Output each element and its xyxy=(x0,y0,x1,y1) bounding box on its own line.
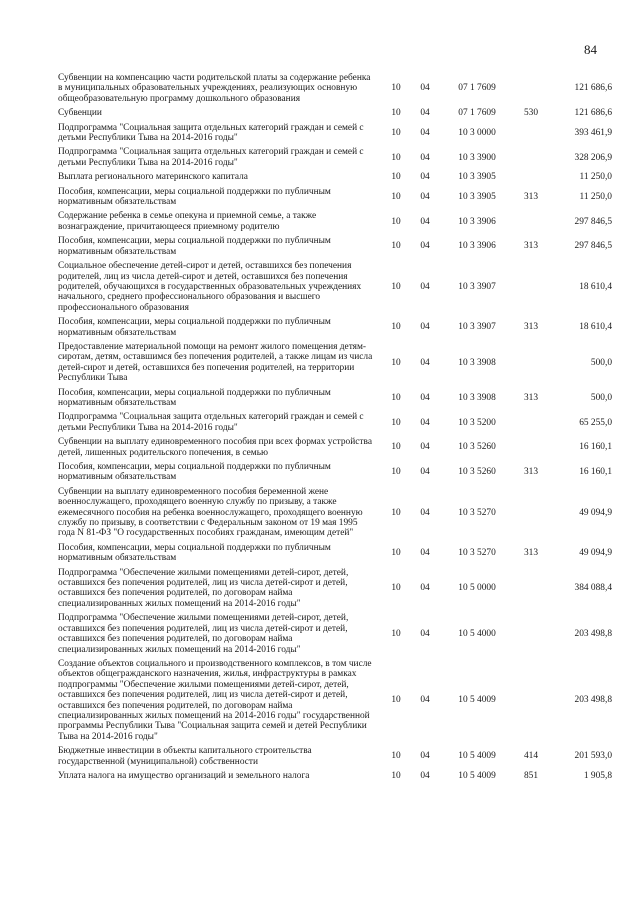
table-row xyxy=(58,340,612,386)
row-name: Подпрограмма "Социальная защита отдельных категорий граждан и семей с детьми Республики Тыва на 2014-2016 годы" xyxy=(58,147,364,168)
row-name: Предоставление материальной помощи на ремонт жилого помещения детям-сиротам, детям, оставшимся без попечения родителей, а также лицам из числа детей-сирот и детей, оставшихся без попечения родителей, на территории Республики Тыва xyxy=(58,341,373,384)
row-section: 10 xyxy=(391,628,401,639)
table-row xyxy=(58,315,612,340)
row-name: Выплата регионального материнского капитала xyxy=(58,172,248,183)
table-row xyxy=(58,106,612,120)
row-section: 10 xyxy=(391,281,401,292)
row-expense-type xyxy=(514,259,548,315)
row-subsection: 04 xyxy=(420,83,430,94)
row-section: 10 xyxy=(391,241,401,252)
row-target-code: 10 3 5260 xyxy=(458,467,496,478)
row-subsection: 04 xyxy=(420,695,430,706)
row-section: 10 xyxy=(391,172,401,183)
row-subsection: 04 xyxy=(420,467,430,478)
row-section: 10 xyxy=(391,357,401,368)
row-section: 10 xyxy=(391,751,401,762)
page-number: 84 xyxy=(584,42,597,57)
row-expense-type xyxy=(514,340,548,386)
row-name: Уплата налога на имущество организаций и земельного налога xyxy=(58,770,310,781)
row-amount: 201 593,0 xyxy=(574,751,612,762)
row-target-code: 10 3 3907 xyxy=(458,322,496,333)
row-name: Создание объектов социального и производственного комплексов, в том числе объектов общегражданского назначения, жилья, инфраструктуры в рамках подпрограммы "Обеспечение жилыми помещениями детей-сирот, детей, оставшихся без попечения родителей, лиц из числа детей-сирот и детей, оставшихся без попечения родителей, по договорам найма специализированных жилых помещений на 2014-2016 годы" государственной программы Республики Тыва "Социальная защита семей и детей Республики Тыва на 2014-2016 годы" xyxy=(58,658,372,742)
row-section: 10 xyxy=(391,770,401,781)
row-name: Подпрограмма "Социальная защита отдельных категорий граждан и семей с детьми Республики Тыва на 2014-2016 годы" xyxy=(58,122,364,144)
table-row xyxy=(58,657,612,744)
row-name: Содержание ребенка в семье опекуна и приемной семье, а также вознаграждение, причитающееся приемному родителю xyxy=(58,211,317,232)
row-amount: 65 255,0 xyxy=(579,417,612,428)
row-subsection: 04 xyxy=(420,191,430,202)
row-expense-type: 313 xyxy=(523,467,539,478)
row-section: 10 xyxy=(391,417,401,428)
row-section: 10 xyxy=(391,583,401,594)
row-name: Субвенции на выплату единовременного пособия при всех формах устройства детей, лишенных родительского попечения, в семью xyxy=(58,437,372,458)
row-expense-type: 530 xyxy=(523,108,539,119)
row-amount: 121 686,6 xyxy=(574,108,612,119)
row-section: 10 xyxy=(391,152,401,163)
row-target-code: 10 3 3905 xyxy=(458,172,496,183)
row-amount: 384 088,4 xyxy=(574,583,612,594)
row-expense-type: 414 xyxy=(523,751,539,762)
budget-table xyxy=(58,71,612,783)
table-row xyxy=(58,386,612,411)
row-amount: 11 250,0 xyxy=(579,172,612,183)
row-target-code: 10 3 3906 xyxy=(458,216,496,227)
row-name: Подпрограмма "Обеспечение жилыми помещениями детей-сирот, детей, оставшихся без попечения родителей, лиц из числа детей-сирот и детей, оставшихся без попечения родителей, по договорам найма специализированных жилых помещений на 2014-2016 годы" xyxy=(58,613,349,655)
row-expense-type xyxy=(514,121,548,146)
row-subsection: 04 xyxy=(420,108,430,119)
table-row xyxy=(58,541,612,566)
row-subsection: 04 xyxy=(420,548,430,559)
table-row xyxy=(58,209,612,234)
row-amount: 11 250,0 xyxy=(579,191,612,202)
row-name: Бюджетные инвестиции в объекты капитального строительства государственной (муниципальной) собственности xyxy=(58,746,312,767)
row-subsection: 04 xyxy=(420,417,430,428)
row-amount: 49 094,9 xyxy=(579,507,612,518)
row-amount: 500,0 xyxy=(590,357,612,368)
row-target-code: 10 3 3905 xyxy=(458,191,496,202)
row-target-code: 10 3 3900 xyxy=(458,152,496,163)
row-section: 10 xyxy=(391,548,401,559)
row-expense-type xyxy=(514,71,548,106)
row-amount: 297 846,5 xyxy=(574,241,612,252)
row-amount: 393 461,9 xyxy=(574,127,612,138)
table-row xyxy=(58,566,612,612)
row-amount: 203 498,8 xyxy=(574,695,612,706)
row-amount: 297 846,5 xyxy=(574,216,612,227)
row-name: Субвенции xyxy=(58,108,102,119)
row-expense-type xyxy=(514,410,548,435)
row-target-code: 10 3 3908 xyxy=(458,357,496,368)
row-subsection: 04 xyxy=(420,322,430,333)
row-name: Подпрограмма "Обеспечение жилыми помещениями детей-сирот, детей, оставшихся без попечения родителей, лиц из числа детей-сирот и детей, оставшихся без попечения родителей, по договорам найма специализированных жилых помещений на 2014-2016 годы" xyxy=(58,567,349,609)
row-expense-type xyxy=(514,566,548,612)
row-name: Социальное обеспечение детей-сирот и детей, оставшихся без попечения родителей, лиц из числа детей-сирот и детей, оставшихся без попечения родителей, обучающихся в государственных образовательных учреждениях начального, среднего профессионального образования и высшего профессионального образования xyxy=(58,261,362,313)
table-row xyxy=(58,410,612,435)
row-section: 10 xyxy=(391,216,401,227)
row-section: 10 xyxy=(391,442,401,453)
row-target-code: 07 1 7609 xyxy=(458,108,496,119)
row-subsection: 04 xyxy=(420,770,430,781)
row-name: Субвенции на компенсацию части родительской платы за содержание ребенка в муниципальных образовательных учреждениях, реализующих основную общеобразовательную программу дошкольного образования xyxy=(58,73,371,104)
row-section: 10 xyxy=(391,108,401,119)
row-amount: 328 206,9 xyxy=(574,152,612,163)
row-expense-type xyxy=(514,209,548,234)
table-row xyxy=(58,769,612,783)
table-row xyxy=(58,460,612,485)
row-target-code: 10 3 5270 xyxy=(458,548,496,559)
table-row xyxy=(58,485,612,541)
row-subsection: 04 xyxy=(420,127,430,138)
row-name: Субвенции на выплату единовременного пособия беременной жене военнослужащего, проходящего военную службу по призыву, а также ежемесячного пособия на ребенка военнослужащего, проходящего военную службу по призыву, в соответствии с Федеральным законом от 19 мая 1995 года N 81-ФЗ "О государственных пособиях гражданам, имеющим детей" xyxy=(58,486,363,539)
table-row xyxy=(58,234,612,259)
row-expense-type: 313 xyxy=(523,548,539,559)
row-subsection: 04 xyxy=(420,442,430,453)
row-subsection: 04 xyxy=(420,216,430,227)
row-expense-type: 313 xyxy=(523,191,539,202)
row-name: Пособия, компенсации, меры социальной поддержки по публичным нормативным обязательствам xyxy=(58,317,331,338)
row-amount: 121 686,6 xyxy=(574,83,612,94)
row-expense-type xyxy=(514,170,548,184)
row-subsection: 04 xyxy=(420,281,430,292)
row-amount: 500,0 xyxy=(590,392,612,403)
row-name: Пособия, компенсации, меры социальной поддержки по публичным нормативным обязательствам xyxy=(58,236,331,257)
row-subsection: 04 xyxy=(420,583,430,594)
row-target-code: 10 3 3907 xyxy=(458,281,496,292)
row-amount: 18 610,4 xyxy=(579,322,612,333)
row-name: Пособия, компенсации, меры социальной поддержки по публичным нормативным обязательствам xyxy=(58,186,331,208)
table-row xyxy=(58,259,612,315)
row-name: Пособия, компенсации, меры социальной поддержки по публичным нормативным обязательствам xyxy=(58,542,331,564)
row-target-code: 10 5 4000 xyxy=(458,628,496,639)
row-subsection: 04 xyxy=(420,172,430,183)
row-name: Пособия, компенсации, меры социальной поддержки по публичным нормативным обязательствам xyxy=(58,462,331,483)
row-expense-type: 313 xyxy=(523,241,539,252)
row-section: 10 xyxy=(391,127,401,138)
row-subsection: 04 xyxy=(420,357,430,368)
row-expense-type: 313 xyxy=(523,392,539,403)
row-amount: 1 905,8 xyxy=(583,770,612,781)
row-subsection: 04 xyxy=(420,507,430,518)
row-expense-type xyxy=(514,435,548,460)
row-target-code: 07 1 7609 xyxy=(458,83,496,94)
row-target-code: 10 3 3908 xyxy=(458,392,496,403)
table-row xyxy=(58,744,612,769)
row-target-code: 10 5 4009 xyxy=(458,751,496,762)
row-amount: 16 160,1 xyxy=(579,442,612,453)
row-subsection: 04 xyxy=(420,392,430,403)
row-section: 10 xyxy=(391,695,401,706)
row-target-code: 10 3 0000 xyxy=(458,127,496,138)
row-expense-type xyxy=(514,657,548,744)
row-section: 10 xyxy=(391,507,401,518)
budget-rows xyxy=(58,71,612,783)
row-target-code: 10 5 0000 xyxy=(458,583,496,594)
row-amount: 49 094,9 xyxy=(579,548,612,559)
row-target-code: 10 3 5270 xyxy=(458,507,496,518)
row-expense-type xyxy=(514,611,548,657)
row-subsection: 04 xyxy=(420,241,430,252)
row-expense-type xyxy=(514,485,548,541)
row-target-code: 10 3 5260 xyxy=(458,442,496,453)
row-section: 10 xyxy=(391,467,401,478)
row-section: 10 xyxy=(391,322,401,333)
table-row xyxy=(58,611,612,657)
table-row xyxy=(58,121,612,146)
row-target-code: 10 5 4009 xyxy=(458,770,496,781)
row-subsection: 04 xyxy=(420,628,430,639)
row-subsection: 04 xyxy=(420,152,430,163)
row-section: 10 xyxy=(391,392,401,403)
row-amount: 18 610,4 xyxy=(579,281,612,292)
table-row xyxy=(58,145,612,170)
table-row xyxy=(58,170,612,184)
row-expense-type: 851 xyxy=(523,770,539,781)
table-row xyxy=(58,71,612,106)
row-section: 10 xyxy=(391,191,401,202)
row-amount: 203 498,8 xyxy=(574,628,612,639)
row-expense-type: 313 xyxy=(523,322,539,333)
row-target-code: 10 5 4009 xyxy=(458,695,496,706)
table-row xyxy=(58,185,612,210)
row-target-code: 10 3 3906 xyxy=(458,241,496,252)
row-section: 10 xyxy=(391,83,401,94)
row-amount: 16 160,1 xyxy=(579,467,612,478)
row-expense-type xyxy=(514,145,548,170)
row-name: Пособия, компенсации, меры социальной поддержки по публичным нормативным обязательствам xyxy=(58,387,331,408)
row-name: Подпрограмма "Социальная защита отдельных категорий граждан и семей с детьми Республики Тыва на 2014-2016 годы" xyxy=(58,412,364,433)
table-row xyxy=(58,435,612,460)
row-subsection: 04 xyxy=(420,751,430,762)
row-target-code: 10 3 5200 xyxy=(458,417,496,428)
